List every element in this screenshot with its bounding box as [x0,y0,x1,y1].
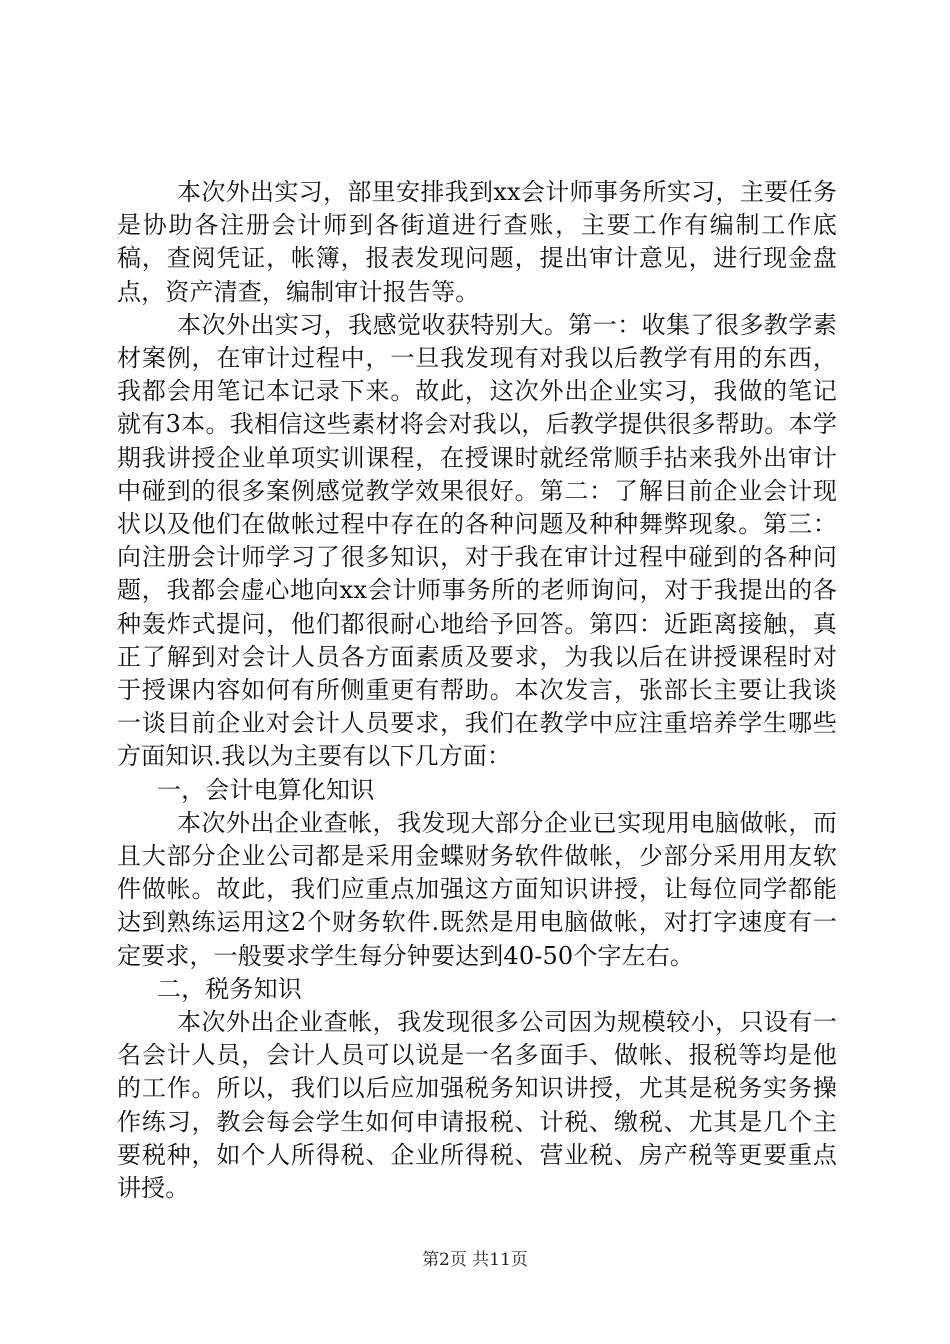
document-body [117,176,837,1205]
section-heading-tax-knowledge: 二，税务知识 [157,974,302,1003]
paragraph-internship-overview: 本次外出实习，部里安排我到xx会计师事务所实习，主要任务是协助各注册会计师到各街道进行查账，主要工作有编制工作底稿，查阅凭证，帐簿，报表发现问题，提出审计意见，进行现金盘点，资产清查，编制审计报告等。 [117,178,837,306]
paragraph-internship-gains: 本次外出实习，我感觉收获特别大。第一：收集了很多教学素材案例，在审计过程中，一旦我发现有对我以后教学有用的东西，我都会用笔记本记录下来。故此，这次外出企业实习，我做的笔记就有3本。我相信这些素材将会对我以，后教学提供很多帮助。本学期我讲授企业单项实训课程，在授课时就经常顺手拈来我外出审计中碰到的很多案例感觉教学效果很好。第二：了解目前企业会计现状以及他们在做帐过程中存在的各种问题及种种舞弊现象。第三：向注册会计师学习了很多知识，对于我在审计过程中碰到的各种问题，我都会虚心地向xx会计师事务所的老师询问，对于我提出的各种轰炸式提问，他们都很耐心地给予回答。第四：近距离接触，真正了解到对会计人员各方面素质及要求，为我以后在讲授课程时对于授课内容如何有所侧重更有帮助。本次发言，张部长主要让我谈一谈目前企业对会计人员要求，我们在教学中应注重培养学生哪些方面知识.我以为主要有以下几方面： [117,310,837,771]
section-heading-computerized-accounting: 一，会计电算化知识 [157,775,375,804]
paragraph-tax-knowledge: 本次外出企业查帐，我发现很多公司因为规模较小，只设有一名会计人员，会计人员可以说是一名多面手、做帐、报税等均是他的工作。所以，我们以后应加强税务知识讲授，尤其是税务实务操作练习，教会每会学生如何申请报税、计税、缴税、尤其是几个主要税种，如个人所得税、企业所得税、营业税、房产税等更要重点讲授。 [117,1008,837,1203]
page-number-footer: 第2页 共11页 [422,1250,528,1270]
paragraph-computerized-accounting: 本次外出企业查帐，我发现大部分企业已实现用电脑做帐，而且大部分企业公司都是采用金蝶财务软件做帐，少部分采用用友软件做帐。故此，我们应重点加强这方面知识讲授，让每位同学都能达到熟练运用这2个财务软件.既然是用电脑做帐，对打字速度有一定要求，一般要求学生每分钟要达到40-50个字左右。 [117,808,837,970]
